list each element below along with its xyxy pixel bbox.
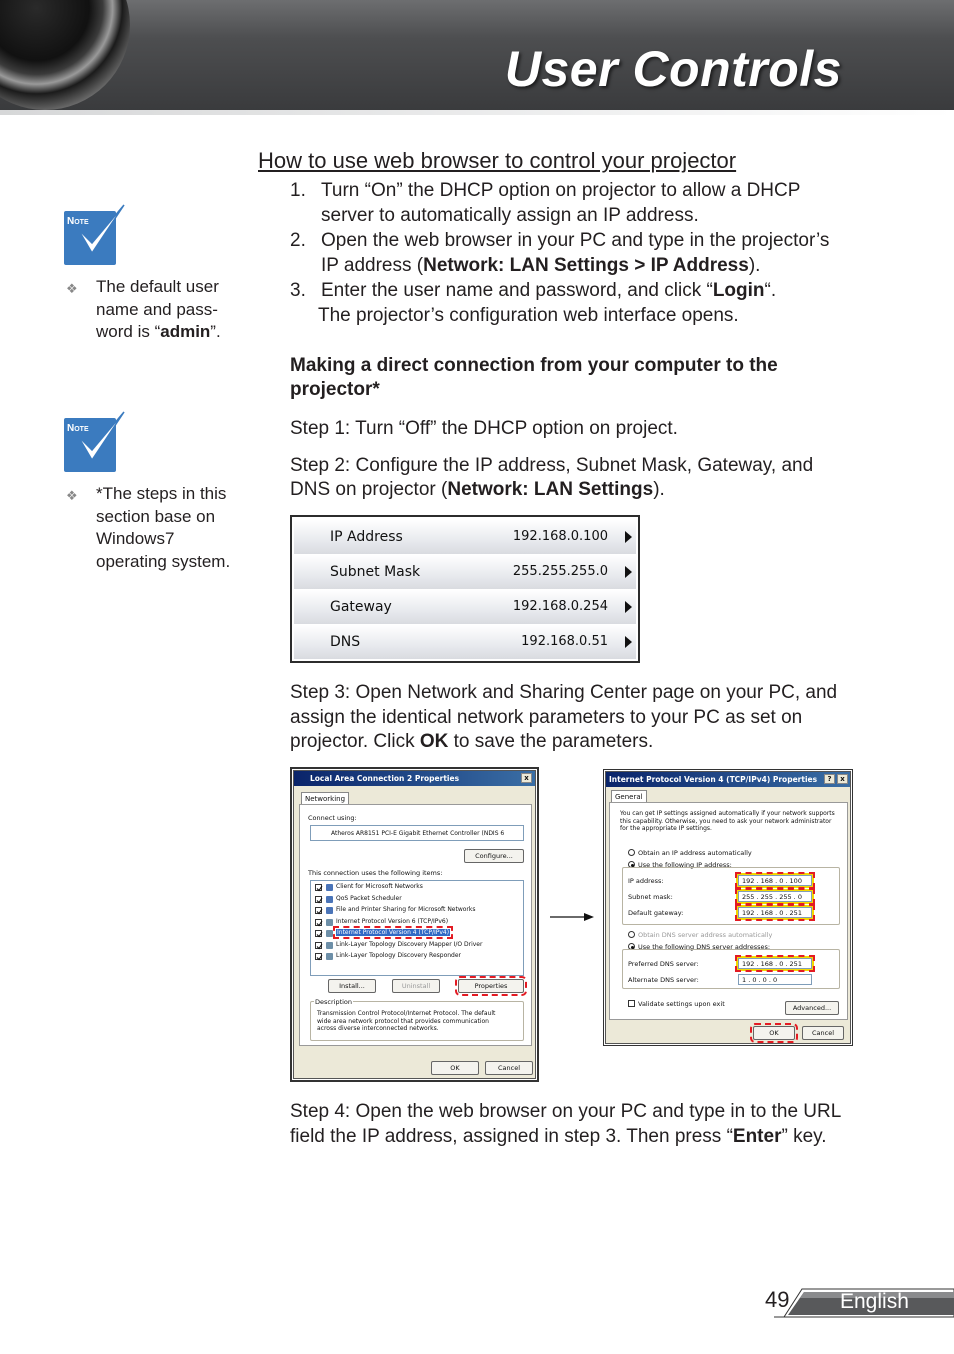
cancel-button[interactable]: Cancel [485, 1061, 533, 1075]
general-panel [609, 802, 848, 1020]
lan-properties-screenshot [290, 767, 539, 1082]
item-checkbox[interactable] [315, 896, 322, 903]
arrow-right-icon [625, 601, 632, 613]
use-dns-label: Use the following DNS server addresses: [638, 943, 771, 951]
ip-address-field[interactable]: 192 . 168 . 0 . 100 [738, 875, 812, 886]
list-item[interactable]: Link-Layer Topology Discovery Mapper I/O Driver [336, 940, 483, 948]
intro-text: You can get IP settings assigned automatically if your network supports this capability. Otherwise, you need to ask your network administrator for the appropriate IP settings. [620, 810, 835, 832]
validate-checkbox[interactable] [628, 1000, 635, 1007]
page-number: 49 [765, 1287, 790, 1312]
close-button[interactable]: x [521, 773, 532, 783]
description-label: Description [315, 998, 353, 1006]
alternate-dns-field[interactable]: 1 . 0 . 0 . 0 [738, 974, 812, 985]
network-component-icon [326, 907, 333, 914]
list-item[interactable]: QoS Packet Scheduler [336, 894, 402, 902]
note-icon-2 [62, 410, 126, 479]
gateway-label: Default gateway: [628, 909, 684, 917]
step-text: Turn “On” the DHCP option on projector to allow a DHCP server to automatically assign an IP address. [321, 180, 801, 226]
dialog-title: Local Area Connection 2 Properties [310, 774, 460, 783]
network-component-icon [326, 953, 333, 960]
help-button[interactable]: ? [824, 774, 835, 784]
networking-panel [299, 804, 532, 1046]
note-text-1 [96, 276, 241, 344]
ip-label: IP address: [628, 877, 664, 885]
install-button[interactable]: Install... [328, 979, 376, 993]
note-text-2: *The steps in this section base on Windows7 operating system. [96, 484, 231, 571]
list-item[interactable]: File and Printer Sharing for Microsoft Networks [336, 906, 476, 913]
item-checkbox[interactable] [315, 907, 322, 914]
items-label: This connection uses the following items: [308, 869, 443, 877]
lan-label: DNS [330, 634, 361, 650]
step-text: Enter the user name and password, and click “Login“. [321, 280, 777, 301]
obtain-ip-label: Obtain an IP address automatically [638, 849, 752, 857]
step3-text: Step 3: Open Network and Sharing Center page on your PC, and assign the identical network parameters to your PC as set on projector. Click OK to save the parameters. [290, 682, 838, 752]
section-heading: How to use web browser to control your projector [258, 148, 737, 173]
step-number: 2. [290, 230, 306, 251]
lan-value: 192.168.0.254 [512, 599, 608, 614]
close-button[interactable]: x [837, 774, 848, 784]
item-checkbox[interactable] [315, 919, 322, 926]
validate-label: Validate settings upon exit [638, 1000, 725, 1008]
uninstall-button[interactable]: Uninstall [392, 979, 440, 993]
lan-value: 192.168.0.51 [521, 634, 608, 649]
obtain-dns-label: Obtain DNS server address automatically [638, 931, 773, 939]
page-header [0, 0, 954, 110]
lan-label: IP Address [330, 529, 403, 545]
note-bullet-icon: ❖ [66, 281, 78, 296]
header-divider [0, 110, 954, 115]
lan-value: 255.255.255.0 [512, 564, 608, 579]
obtain-ip-radio[interactable] [628, 849, 635, 856]
dialog-title: Internet Protocol Version 4 (TCP/IPv4) Properties [609, 775, 818, 784]
note-icon-1 [62, 203, 126, 272]
note-bullet-icon: ❖ [66, 488, 78, 503]
arrow-right-icon [625, 636, 632, 648]
dialog-titlebar [294, 771, 535, 786]
arrow-right-icon [625, 531, 632, 543]
alternate-dns-label: Alternate DNS server: [628, 976, 699, 984]
lan-label: Subnet Mask [330, 564, 421, 580]
step-number: 3. [290, 280, 306, 301]
dialog-titlebar [606, 772, 850, 787]
subheading: Making a direct connection from your computer to the projector* [290, 355, 778, 400]
network-component-icon [326, 919, 333, 926]
subnet-mask-label: Subnet mask: [628, 893, 673, 901]
step4-text: Step 4: Open the web browser on your PC and type in to the URL field the IP address, assigned in step 3. Then press “Enter” key. [290, 1101, 842, 1147]
note-text-1-content: The default user name and pass-word is “admin”. [96, 277, 221, 341]
lan-row-dns [294, 625, 636, 659]
list-item[interactable]: Link-Layer Topology Discovery Responder [336, 952, 462, 959]
lan-row-ip [294, 520, 636, 554]
tab-networking[interactable]: Networking [301, 792, 349, 805]
arrow-right-icon [550, 912, 594, 922]
cancel-button[interactable]: Cancel [802, 1026, 844, 1040]
network-component-icon [326, 942, 333, 949]
step-text: Open the web browser in your PC and type in the projector’s IP address (Network: LAN Settings > IP Address). [321, 230, 830, 276]
tab-general[interactable]: General [611, 790, 647, 803]
network-component-icon [326, 884, 333, 891]
adapter-field: Atheros AR8151 PCI-E Gigabit Ethernet Controller (NDIS 6 [310, 825, 524, 841]
gateway-field[interactable]: 192 . 168 . 0 . 251 [738, 907, 812, 918]
step2-text: Step 2: Configure the IP address, Subnet Mask, Gateway, and DNS on projector (Network: LAN Settings). [290, 455, 814, 500]
lan-label: Gateway [330, 599, 392, 615]
network-component-icon [326, 896, 333, 903]
svg-text:NOTE: NOTE [67, 423, 89, 434]
list-item[interactable]: Client for Microsoft Networks [336, 883, 423, 890]
svg-text:NOTE: NOTE [67, 216, 89, 227]
advanced-button[interactable]: Advanced... [785, 1001, 839, 1015]
step-result-text: The projector’s configuration web interface opens. [318, 305, 739, 326]
item-checkbox[interactable] [315, 884, 322, 891]
network-component-icon [326, 930, 333, 937]
description-text: Transmission Control Protocol/Internet Protocol. The default wide area network protocol that provides communication across diverse interconnected networks. [317, 1010, 496, 1032]
lan-row-subnet [294, 555, 636, 589]
list-item[interactable]: Internet Protocol Version 6 (TCP/IPv6) [336, 917, 449, 925]
properties-button[interactable]: Properties [458, 979, 524, 993]
ok-button[interactable]: OK [431, 1061, 479, 1075]
item-checkbox[interactable] [315, 930, 322, 937]
item-checkbox[interactable] [315, 953, 322, 960]
list-item[interactable]: Internet Protocol Version 4 (TCP/IPv4) [337, 929, 450, 936]
subnet-mask-field[interactable]: 255 . 255 . 255 . 0 [738, 891, 812, 902]
preferred-dns-label: Preferred DNS server: [628, 960, 699, 968]
ipv4-properties-screenshot [603, 769, 853, 1046]
step-number: 1. [290, 180, 306, 201]
use-ip-label: Use the following IP address: [638, 861, 732, 869]
ok-button[interactable]: OK [753, 1026, 795, 1040]
configure-button[interactable]: Configure... [464, 849, 524, 863]
step1-text: Step 1: Turn “Off” the DHCP option on project. [290, 418, 678, 439]
note-check-icon [62, 410, 126, 474]
page-title: User Controls [504, 41, 842, 97]
lan-settings-screenshot [290, 515, 640, 663]
note-check-icon [62, 203, 126, 267]
lan-value: 192.168.0.100 [512, 529, 608, 544]
arrow-right-icon [625, 566, 632, 578]
projector-lens-graphic [0, 0, 130, 110]
obtain-dns-radio[interactable] [628, 931, 635, 938]
connect-using-label: Connect using: [308, 814, 357, 822]
preferred-dns-field[interactable]: 192 . 168 . 0 . 251 [738, 958, 812, 969]
language-label: English [840, 1290, 909, 1313]
lan-row-gateway [294, 590, 636, 624]
item-checkbox[interactable] [315, 942, 322, 949]
